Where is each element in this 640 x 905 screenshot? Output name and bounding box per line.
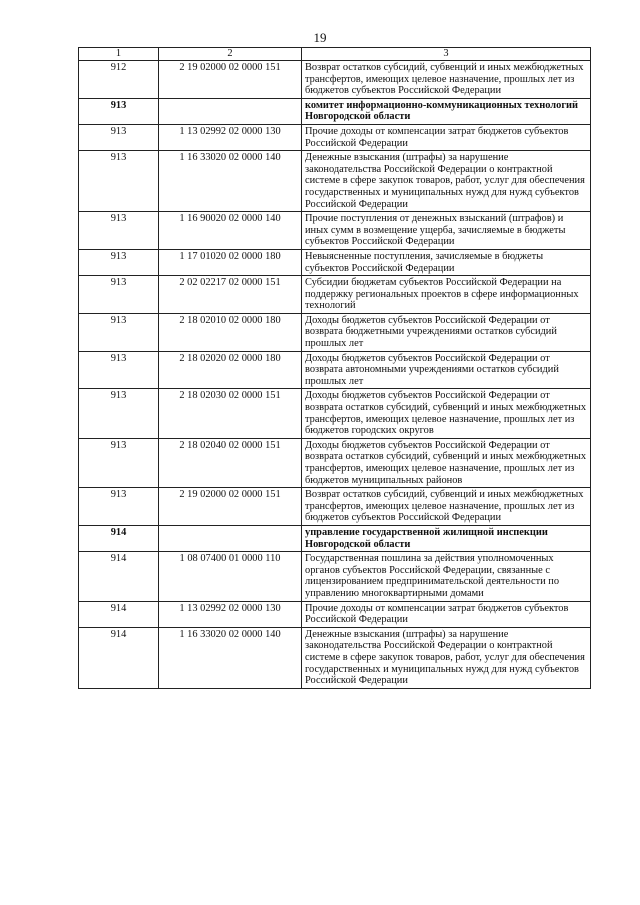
table-row [79,249,591,275]
admin-code-cell: 913 [79,249,159,275]
income-name-cell: Субсидии бюджетам субъектов Российской Федерации на поддержку региональных проектов в сфере информационных технологий [302,276,591,314]
income-name-cell: Возврат остатков субсидий, субвенций и иных межбюджетных трансфертов, имеющих целевое назначение, прошлых лет из бюджетов субъектов Российской Федерации [302,61,591,99]
budget-code-cell: 1 13 02992 02 0000 130 [159,601,302,627]
budget-code-cell: 2 02 02217 02 0000 151 [159,276,302,314]
budget-code-cell: 1 16 90020 02 0000 140 [159,212,302,250]
budget-code-cell: 2 18 02010 02 0000 180 [159,313,302,351]
income-name-cell: Доходы бюджетов субъектов Российской Федерации от возврата автономными учреждениями остатков субсидий прошлых лет [302,351,591,389]
budget-code-cell: 2 19 02000 02 0000 151 [159,61,302,99]
table-row [79,61,591,99]
table-row-administrator-header [79,525,591,551]
admin-code-cell: 913 [79,488,159,526]
table-row [79,627,591,688]
table-row [79,351,591,389]
budget-code-cell: 1 16 33020 02 0000 140 [159,151,302,212]
budget-code-cell: 1 13 02992 02 0000 130 [159,124,302,150]
income-name-cell: комитет информационно-коммуникационных технологий Новгородской области [302,98,591,124]
table-row [79,151,591,212]
income-name-cell: Доходы бюджетов субъектов Российской Федерации от возврата остатков субсидий, субвенций и иных межбюджетных трансфертов, имеющих целевое назначение, прошлых лет из бюджетов городских округов [302,389,591,438]
budget-classification-table [78,47,591,689]
income-name-cell: Денежные взыскания (штрафы) за нарушение законодательства Российской Федерации о контрактной системе в сфере закупок товаров, работ, услуг для обеспечения государственных и муниципальных нужд для нужд субъектов Российской Федерации [302,627,591,688]
column-number-row [79,48,591,61]
budget-code-cell: 2 18 02040 02 0000 151 [159,438,302,487]
page-number: 19 [313,30,327,45]
table-row [79,488,591,526]
table-row [79,601,591,627]
income-name-cell: управление государственной жилищной инспекции Новгородской области [302,525,591,551]
income-name-cell: Невыясненные поступления, зачисляемые в бюджеты субъектов Российской Федерации [302,249,591,275]
admin-code-cell: 913 [79,151,159,212]
admin-code-cell: 913 [79,124,159,150]
budget-code-cell [159,525,302,551]
income-name-cell: Доходы бюджетов субъектов Российской Федерации от возврата бюджетными учреждениями остатков субсидий прошлых лет [302,313,591,351]
budget-code-cell: 1 17 01020 02 0000 180 [159,249,302,275]
budget-code-cell: 2 18 02020 02 0000 180 [159,351,302,389]
admin-code-cell: 913 [79,313,159,351]
table-row [79,552,591,601]
budget-code-cell: 2 18 02030 02 0000 151 [159,389,302,438]
income-name-cell: Денежные взыскания (штрафы) за нарушение законодательства Российской Федерации о контрактной системе в сфере закупок товаров, работ, услуг для обеспечения государственных и муниципальных нужд для нужд субъектов Российской Федерации [302,151,591,212]
budget-code-cell [159,98,302,124]
admin-code-cell: 912 [79,61,159,99]
admin-code-cell: 914 [79,552,159,601]
table-row [79,438,591,487]
table-row-administrator-header [79,98,591,124]
column-header-2: 2 [159,48,302,61]
budget-code-cell: 1 08 07400 01 0000 110 [159,552,302,601]
admin-code-cell: 913 [79,438,159,487]
admin-code-cell: 913 [79,212,159,250]
table-row [79,389,591,438]
income-name-cell: Государственная пошлина за действия уполномоченных органов субъектов Российской Федерации, связанные с лицензированием предпринимательской деятельности по управлению многоквартирными домами [302,552,591,601]
admin-code-cell: 913 [79,276,159,314]
income-name-cell: Прочие поступления от денежных взысканий (штрафов) и иных сумм в возмещение ущерба, зачисляемые в бюджеты субъектов Российской Федерации [302,212,591,250]
budget-code-cell: 2 19 02000 02 0000 151 [159,488,302,526]
income-name-cell: Доходы бюджетов субъектов Российской Федерации от возврата остатков субсидий, субвенций и иных межбюджетных трансфертов, имеющих целевое назначение, прошлых лет из бюджетов муниципальных районов [302,438,591,487]
admin-code-cell: 914 [79,525,159,551]
table-row [79,124,591,150]
admin-code-cell: 914 [79,627,159,688]
admin-code-cell: 914 [79,601,159,627]
table-row [79,313,591,351]
column-header-1: 1 [79,48,159,61]
admin-code-cell: 913 [79,98,159,124]
table-body [79,61,591,689]
table-row [79,212,591,250]
income-name-cell: Прочие доходы от компенсации затрат бюджетов субъектов Российской Федерации [302,601,591,627]
income-name-cell: Прочие доходы от компенсации затрат бюджетов субъектов Российской Федерации [302,124,591,150]
column-header-3: 3 [302,48,591,61]
admin-code-cell: 913 [79,389,159,438]
budget-code-cell: 1 16 33020 02 0000 140 [159,627,302,688]
income-name-cell: Возврат остатков субсидий, субвенций и иных межбюджетных трансфертов, имеющих целевое назначение, прошлых лет из бюджетов субъектов Российской Федерации [302,488,591,526]
admin-code-cell: 913 [79,351,159,389]
table-row [79,276,591,314]
